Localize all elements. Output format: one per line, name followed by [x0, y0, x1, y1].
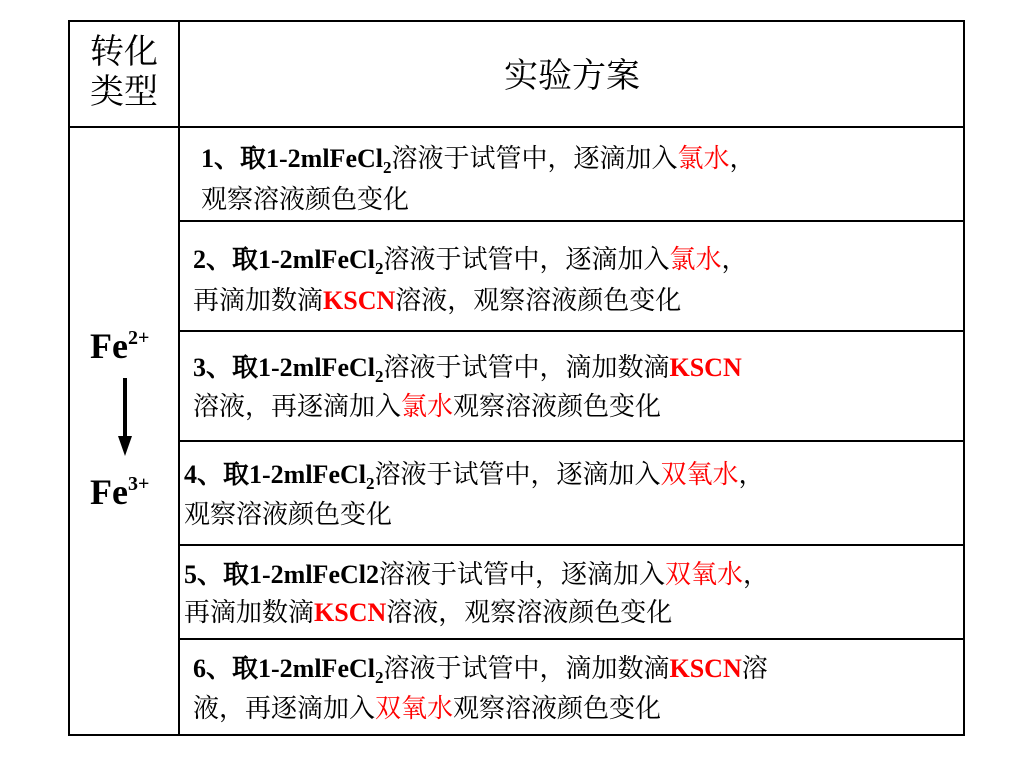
- row-2-subscript: 2: [374, 259, 384, 278]
- row-3-reagent: 氯水: [401, 392, 454, 422]
- ion-fe2-charge: 2+: [127, 327, 150, 349]
- header-experiment-plan: 实验方案: [504, 56, 640, 96]
- row-5-line2-pre: 再滴加数滴: [184, 598, 315, 628]
- plan-row-1-line-1: [201, 140, 756, 187]
- row-5-line2-post: 溶液，观察溶液颜色变化: [386, 598, 673, 628]
- plan-row-4-line-2: 观察溶液颜色变化: [184, 500, 393, 530]
- row-3-line2-post: 观察溶液颜色变化: [453, 392, 662, 422]
- row-5-comma: ，: [743, 560, 770, 590]
- row-5-index: 5、取: [184, 560, 250, 589]
- row-5-amount: 1-2mlFeCl2: [249, 560, 379, 589]
- ion-fe3-charge: 3+: [127, 473, 150, 495]
- row-6-line2-post: 观察溶液颜色变化: [453, 694, 662, 724]
- plan-row-5-line-2: [184, 594, 672, 632]
- plan-row-6-line-2: [193, 690, 661, 728]
- ion-fe3-base: Fe: [90, 472, 128, 512]
- row-2-kscn: KSCN: [323, 286, 396, 315]
- row-3-middle: 溶液于试管中，滴加数滴: [383, 353, 670, 383]
- row-1-amount: 1-2mlFeCl: [266, 144, 383, 173]
- row-6-index: 6、取: [193, 654, 259, 683]
- row-3-amount: 1-2mlFeCl: [258, 353, 375, 382]
- row-4-middle: 溶液于试管中，逐滴加入: [374, 460, 661, 490]
- row-2-line2-post: 溶液，观察溶液颜色变化: [395, 286, 682, 316]
- plan-row-2-line-1: [193, 241, 748, 288]
- row-2-middle: 溶液于试管中，逐滴加入: [383, 245, 670, 275]
- row-4-amount: 1-2mlFeCl: [249, 460, 366, 489]
- row-6-kscn: KSCN: [669, 654, 742, 683]
- row-6-middle: 溶液于试管中，滴加数滴: [383, 654, 670, 684]
- ion-fe2-base: Fe: [90, 326, 128, 366]
- header-conversion-type-line1: 转化: [90, 32, 158, 72]
- row-4-index: 4、取: [184, 460, 250, 489]
- row-2-comma: ，: [721, 245, 748, 275]
- row-4-subscript: 2: [365, 474, 375, 493]
- down-arrow-icon: [118, 378, 132, 456]
- row-1-middle: 溶液于试管中，逐滴加入: [391, 144, 678, 174]
- header-conversion-type: [72, 32, 176, 112]
- row-6-amount: 1-2mlFeCl: [258, 654, 375, 683]
- row-6-middle-end: 溶: [741, 654, 768, 684]
- row-2-reagent: 氯水: [669, 245, 722, 275]
- row-2-line2-pre: 再滴加数滴: [193, 286, 324, 316]
- row-2-index: 2、取: [193, 245, 259, 274]
- row-6-line2-pre: 液，再逐滴加入: [193, 694, 376, 724]
- row-3-line2-pre: 溶液，再逐滴加入: [193, 392, 402, 422]
- row-2-amount: 1-2mlFeCl: [258, 245, 375, 274]
- plan-row-2-line-2: [193, 282, 681, 320]
- ion-fe2-plus: [90, 318, 149, 366]
- row-1-index: 1、取: [201, 144, 267, 173]
- plan-row-5-line-1: [184, 556, 769, 594]
- row-5-middle: 溶液于试管中，逐滴加入: [378, 560, 665, 590]
- row-3-index: 3、取: [193, 353, 259, 382]
- row-3-kscn: KSCN: [669, 353, 742, 382]
- row-1-reagent: 氯水: [677, 144, 730, 174]
- plan-row-3-line-2: [193, 388, 661, 426]
- row-5-kscn: KSCN: [314, 598, 387, 627]
- row-1-comma: ，: [729, 144, 756, 174]
- row-3-subscript: 2: [374, 367, 384, 386]
- row-4-reagent: 双氧水: [660, 460, 739, 490]
- row-5-reagent: 双氧水: [665, 560, 744, 590]
- row-6-subscript: 2: [374, 668, 384, 687]
- row-4-comma: ，: [738, 460, 765, 490]
- header-conversion-type-line2: 类型: [90, 72, 158, 112]
- plan-row-1-line-2: 观察溶液颜色变化: [201, 185, 410, 215]
- row-6-reagent: 双氧水: [375, 694, 454, 724]
- row-1-subscript: 2: [382, 158, 392, 177]
- ion-fe3-plus: [90, 464, 149, 512]
